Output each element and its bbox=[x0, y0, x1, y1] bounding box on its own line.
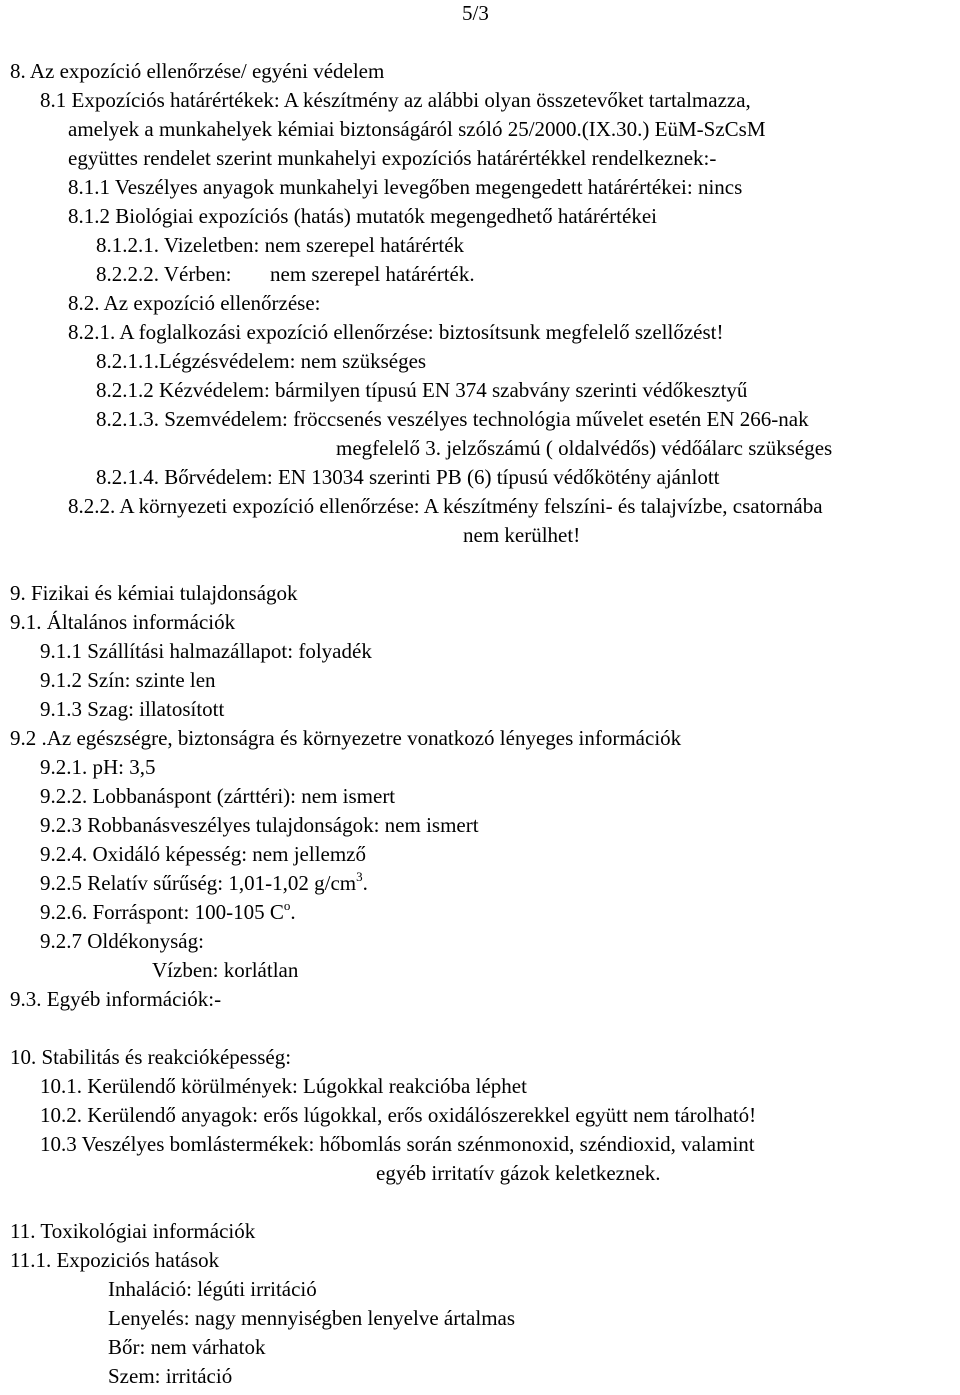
text-line: 8.2. Az expozíció ellenőrzése: bbox=[68, 291, 321, 315]
text-line: 8.2.1.1.Légzésvédelem: nem szükséges bbox=[96, 349, 427, 373]
section-9-title: 9. Fizikai és kémiai tulajdonságok bbox=[10, 581, 298, 605]
superscript: o bbox=[283, 898, 291, 913]
text-line: Lenyelés: nagy mennyiségben lenyelve ártalmas bbox=[108, 1306, 516, 1330]
text-line: 9.2.7 Oldékonyság: bbox=[40, 929, 204, 953]
superscript: 3 bbox=[356, 869, 363, 884]
text-line: 10.1. Kerülendő körülmények: Lúgokkal reakcióba léphet bbox=[40, 1074, 527, 1098]
text-line: megfelelő 3. jelzőszámú ( oldalvédős) védőálarc szükséges bbox=[336, 436, 833, 460]
text-line: 9.2.6. Forráspont: 100-105 $C^o$. bbox=[40, 898, 296, 924]
text-line: 9.1.2 Szín: szinte len bbox=[40, 668, 216, 692]
text-line: 9.1.1 Szállítási halmazállapot: folyadék bbox=[40, 639, 372, 663]
text-line: 9.2 .Az egészségre, biztonságra és környezetre vonatkozó lényeges információk bbox=[10, 726, 682, 750]
page-number: 5/3 bbox=[462, 1, 489, 25]
text-line: 9.2.3 Robbanásveszélyes tulajdonságok: nem ismert bbox=[40, 813, 479, 837]
section-8-title: 8. Az expozíció ellenőrzése/ egyéni védelem bbox=[10, 59, 385, 83]
text-line: 8.1.1 Veszélyes anyagok munkahelyi levegőben megengedett határértékei: nincs bbox=[68, 175, 743, 199]
text-line: 9.2.1. pH: 3,5 bbox=[40, 755, 156, 779]
text-line: 8.2.2.2. Vérben: bbox=[96, 262, 232, 286]
text-line: Szem: irritáció bbox=[108, 1364, 233, 1388]
text-line: egyéb irritatív gázok keletkeznek. bbox=[376, 1161, 661, 1185]
text-line: 8.1 Expozíciós határértékek: A készítmény az alábbi olyan összetevőket tartalmazza, bbox=[40, 88, 751, 112]
text-line: 11.1. Expoziciós hatások bbox=[10, 1248, 220, 1272]
section-10-title: 10. Stabilitás és reakcióképesség: bbox=[10, 1045, 292, 1069]
text-line: nem kerülhet! bbox=[463, 523, 581, 547]
text-line: 9.1.3 Szag: illatosított bbox=[40, 697, 225, 721]
text-line: 8.2.2. A környezeti expozíció ellenőrzése: A készítmény felszíni- és talajvízbe, csatornába bbox=[68, 494, 823, 518]
text-line: 10.3 Veszélyes bomlástermékek: hőbomlás során szénmonoxid, széndioxid, valamint bbox=[40, 1132, 755, 1156]
text-line: 8.1.2.1. Vizeletben: nem szerepel határérték bbox=[96, 233, 465, 257]
text-line: 8.1.2 Biológiai expozíciós (hatás) mutatók megengedhető határértékei bbox=[68, 204, 657, 228]
text-line: 8.2.1.2 Kézvédelem: bármilyen típusú EN 374 szabvány szerinti védőkesztyű bbox=[96, 378, 748, 402]
text-line: amelyek a munkahelyek kémiai biztonságáról szóló 25/2000.(IX.30.) EüM-SzCsM bbox=[68, 117, 766, 141]
text-line: nem szerepel határérték. bbox=[270, 262, 475, 286]
text-line: 9.2.5 Relatív sűrűség: 1,01-1,02 $g/cm^3$. bbox=[40, 869, 368, 895]
text-line: 9.2.2. Lobbanáspont (zárttéri): nem ismert bbox=[40, 784, 396, 808]
text-line: 9.1. Általános információk bbox=[10, 610, 236, 634]
text-line: együttes rendelet szerint munkahelyi expozíciós határértékkel rendelkeznek:- bbox=[68, 146, 717, 170]
text-line: Vízben: korlátlan bbox=[152, 958, 299, 982]
section-11-title: 11. Toxikológiai információk bbox=[10, 1219, 256, 1243]
text-line: 9.2.4. Oxidáló képesség: nem jellemző bbox=[40, 842, 367, 866]
text-line: 8.2.1.3. Szemvédelem: fröccsenés veszélyes technológia művelet esetén EN 266-nak bbox=[96, 407, 809, 431]
text-line: 9.3. Egyéb információk:- bbox=[10, 987, 222, 1011]
text-line: 8.2.1. A foglalkozási expozíció ellenőrzése: biztosítsunk megfelelő szellőzést! bbox=[68, 320, 724, 344]
text-line: Inhaláció: légúti irritáció bbox=[108, 1277, 317, 1301]
text-line: 10.2. Kerülendő anyagok: erős lúgokkal, erős oxidálószerekkel együtt nem tárolható! bbox=[40, 1103, 757, 1127]
text-line: Bőr: nem várhatok bbox=[108, 1335, 266, 1359]
text-line: 8.2.1.4. Bőrvédelem: EN 13034 szerinti PB (6) típusú védőkötény ajánlott bbox=[96, 465, 720, 489]
